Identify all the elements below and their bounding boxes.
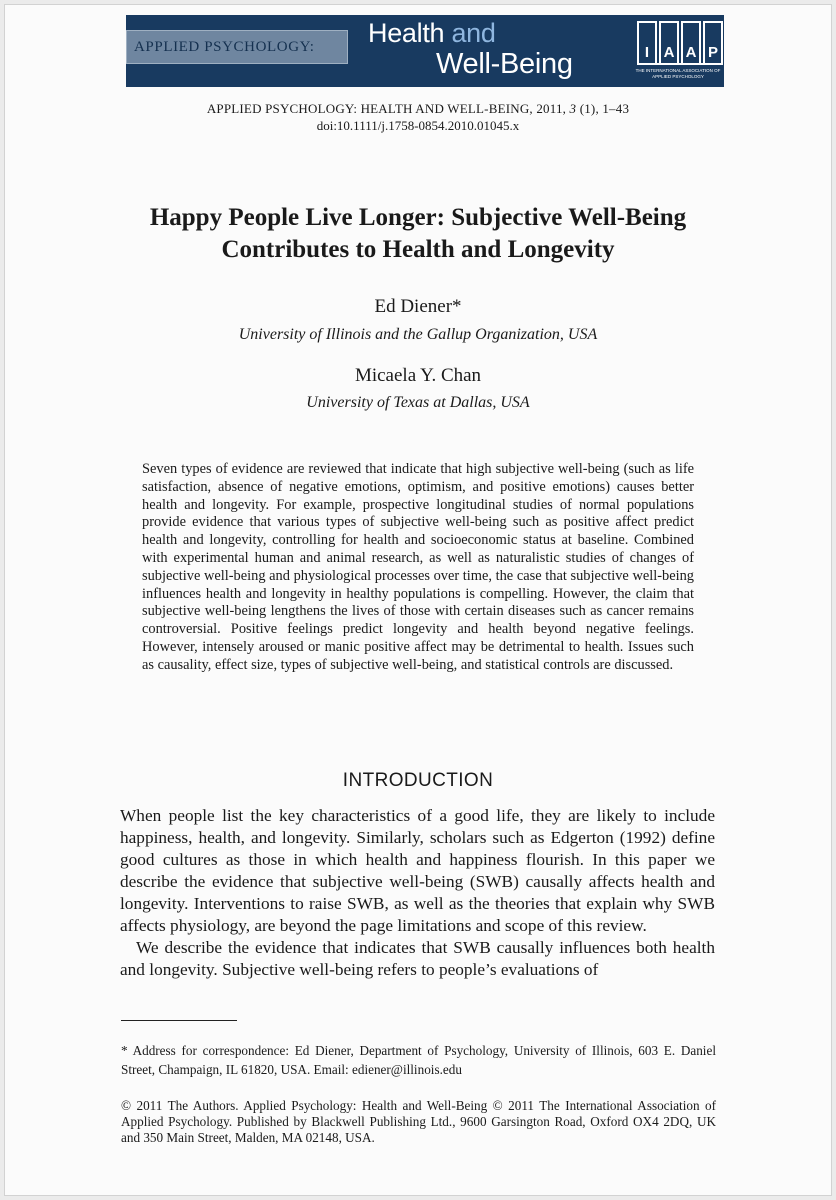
logo-letter: A <box>681 21 701 63</box>
author-affiliation: University of Texas at Dallas, USA <box>306 394 530 411</box>
journal-citation-prefix: APPLIED PSYCHOLOGY: HEALTH AND WELL-BEING, 2011, <box>206 101 570 116</box>
logo-underline <box>637 63 723 65</box>
paragraph: We describe the evidence that indicates that SWB causally influences both health and longevity. Subjective well-being refers to people’s evaluations of <box>120 938 715 979</box>
logo-letter: P <box>703 21 723 63</box>
author-name: Micaela Y. Chan <box>354 365 482 386</box>
iaap-logo <box>633 19 721 85</box>
paragraph: When people list the key characteristics of a good life, they are likely to include happiness, health, and longevity. Similarly, scholars such as Edgerton (1992) define good cultures as those in which health and happiness flourish. In this paper we describe the evidence that subjective well-being (SWB) causally affects health and longevity. Interventions to raise SWB, as well as the theories that explain why SWB affects physiology, are beyond the page limitations and scope of this review. <box>120 806 715 935</box>
author-name: Ed Diener* <box>374 296 462 317</box>
journal-title-health: Health <box>368 18 445 48</box>
logo-caption: THE INTERNATIONAL ASSOCIATION OF APPLIED PSYCHOLOGY <box>635 68 721 79</box>
journal-title-and: and <box>451 18 496 48</box>
journal-volume: 3 <box>569 101 577 116</box>
introduction-body <box>120 805 715 981</box>
journal-title-line1 <box>368 18 496 49</box>
doi: doi:10.1111/j.1758-0854.2010.01045.x <box>316 118 520 133</box>
journal-banner <box>126 15 724 87</box>
copyright-notice: © 2011 The Authors. Applied Psychology: Health and Well-Being © 2011 The International Association of Applied Psychology. Published by Blackwell Publishing Ltd., 9600 Garsington Road, Oxford OX4 2DQ, UK and 350 Main Street, Malden, MA 02148, USA. <box>121 1098 716 1145</box>
series-label-box <box>126 30 348 64</box>
author-affiliation: University of Illinois and the Gallup Organization, USA <box>238 326 598 343</box>
correspondence-footnote: * Address for correspondence: Ed Diener, Department of Psychology, University of Illinois, 603 E. Daniel Street, Champaign, IL 61820, USA. Email: ediener@illinois.edu <box>121 1043 716 1077</box>
series-label: APPLIED PSYCHOLOGY: <box>134 39 315 55</box>
abstract: Seven types of evidence are reviewed that indicate that high subjective well-being (such as life satisfaction, absence of negative emotions, optimism, and positive emotions) causes better health and longevity. For example, prospective longitudinal studies of normal populations provide evidence that various types of subjective well-being such as positive affect predict health and longevity, controlling for health and socioeconomic status at baseline. Combined with experimental human and animal research, as well as naturalistic studies of changes of subjective well-being and physiological processes over time, the case that subjective well-being influences health and longevity in healthy populations is compelling. However, the claim that subjective well-being lengthens the lives of those with certain diseases such as cancer remains controversial. Positive feelings predict longevity and health beyond negative feelings. However, intensely aroused or manic positive affect may be detrimental to health. Issues such as causality, effect size, types of subjective well-being, and statistical controls are discussed. <box>142 461 694 673</box>
article-title: Happy People Live Longer: Subjective Well-Being Contributes to Health and Longevity <box>149 204 687 263</box>
logo-letter: A <box>659 21 679 63</box>
logo-letters <box>637 21 723 63</box>
logo-letter: I <box>637 21 657 63</box>
footnote-divider <box>121 1020 237 1021</box>
journal-title-line2: Well-Being <box>436 48 573 80</box>
journal-citation-suffix: (1), 1–43 <box>576 101 630 116</box>
section-heading-introduction: INTRODUCTION <box>342 770 494 791</box>
journal-citation <box>0 101 836 117</box>
